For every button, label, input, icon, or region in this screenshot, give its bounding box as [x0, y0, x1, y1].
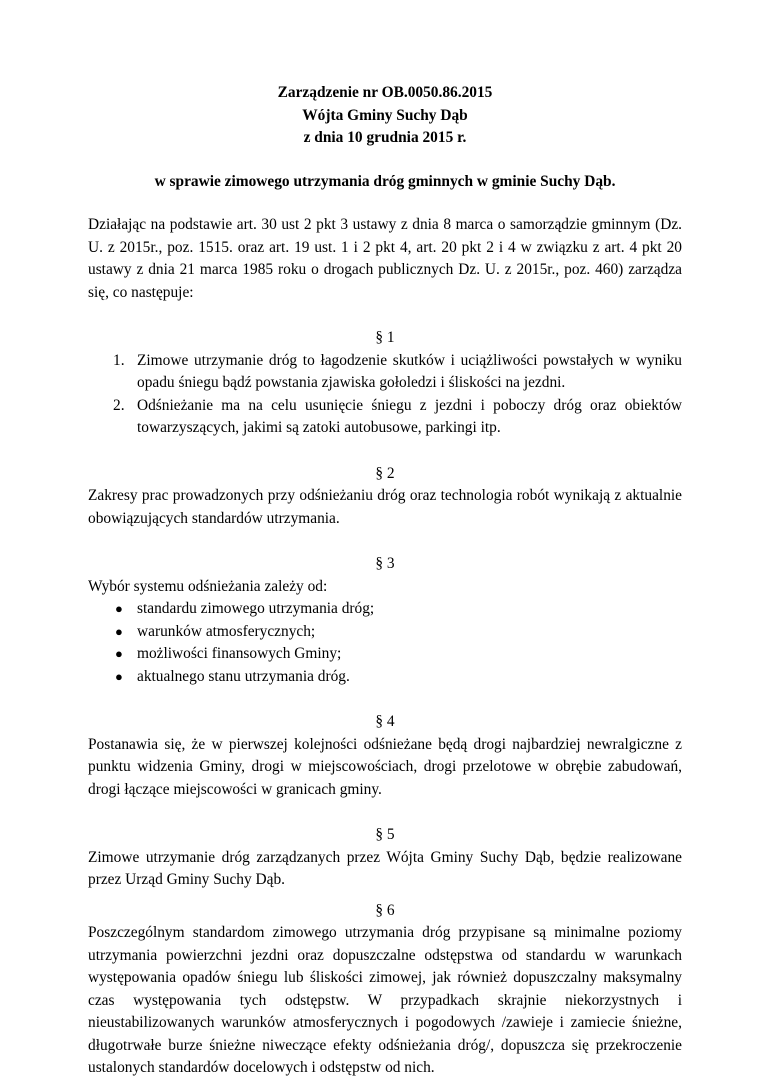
section-5-text: Zimowe utrzymanie dróg zarządzanych przez Wójta Gminy Suchy Dąb, będzie realizowane przez Urząd Gminy Suchy Dąb.	[88, 848, 682, 888]
list-item	[113, 350, 682, 395]
document-subject: w sprawie zimowego utrzymania dróg gminnych w gminie Suchy Dąb.	[154, 172, 616, 190]
legal-basis-paragraph: Działając na podstawie art. 30 ust 2 pkt 3 ustawy z dnia 8 marca o samorządzie gminnym (Dz. U. z 2015r., poz. 1515. oraz art. 19 ust. 1 i 2 pkt 4, art. 20 pkt 2 i 4 w związku z art. 4 pkt 20 ustawy z dnia 21 marca 1985 roku o drogach publicznych Dz. U. z 2015r., poz. 460) zarządza się, co następuje:	[88, 216, 682, 301]
section-3-lead: Wybór systemu odśnieżania zależy od:	[88, 577, 328, 595]
document-header	[88, 82, 682, 150]
list-item-text: możliwości finansowych Gminy;	[137, 645, 342, 662]
section-2-mark: § 2	[375, 464, 395, 482]
list-item-number: 1.	[113, 351, 125, 369]
list-item-text: warunków atmosferycznych;	[137, 622, 316, 640]
section-3-bullets	[88, 598, 682, 688]
section-6-text: Poszczególnym standardom zimowego utrzymania dróg przypisane są minimalne poziomy utrzymania powierzchni jezdni oraz dopuszczalne odstępstwa od standardu w warunkach występowania opadów śniegu lub śliskości zimowej, jak również dopuszczalny maksymalny czas występowania tych odstępstw. W przypadkach skrajnie niekorzystnych i nieustabilizowanych warunków atmosferycznych i pogodowych /zawieje i zamiecie śnieżne, długotrwałe burze śnieżne niweczące efekty odśnieżania dróg/, dopuszcza się przekroczenie ustalonych standardów docelowych i odstępstw od nich.	[88, 924, 682, 1076]
bullet-icon: ●	[115, 668, 123, 684]
issuer: Wójta Gminy Suchy Dąb	[302, 106, 468, 124]
list-item	[113, 395, 682, 440]
section-5-mark: § 5	[375, 826, 395, 843]
list-item	[115, 598, 682, 621]
section-1-mark: § 1	[375, 329, 395, 346]
section-3-mark: § 3	[375, 555, 395, 572]
bullet-icon: ●	[115, 646, 123, 661]
document-page	[88, 82, 682, 1080]
order-number: Zarządzenie nr OB.0050.86.2015	[277, 84, 493, 101]
list-item	[115, 621, 682, 644]
section-4-mark: § 4	[375, 713, 395, 730]
issue-date: z dnia 10 grudnia 2015 r.	[303, 129, 467, 146]
bullet-icon: ●	[115, 623, 123, 639]
list-item-text: aktualnego stanu utrzymania dróg.	[137, 667, 350, 685]
bullet-icon: ●	[115, 601, 123, 616]
list-item	[115, 666, 682, 689]
list-item	[115, 643, 682, 666]
section-6-mark: § 6	[375, 901, 395, 919]
section-1-list	[88, 350, 682, 440]
list-item-text: Zimowe utrzymanie dróg to łagodzenie skutków i uciążliwości powstałych w wyniku opadu śniegu bądź powstania zjawiska gołoledzi i śliskości na jezdni.	[137, 351, 682, 391]
section-2-text: Zakresy prac prowadzonych przy odśnieżaniu dróg oraz technologia robót wynikają z aktualnie obowiązujących standardów utrzymania.	[88, 487, 682, 527]
list-item-text: Odśnieżanie ma na celu usunięcie śniegu z jezdni i poboczy dróg oraz obiektów towarzyszących, jakimi są zatoki autobusowe, parkingi itp.	[137, 396, 682, 436]
section-4-text: Postanawia się, że w pierwszej kolejności odśnieżane będą drogi najbardziej newralgiczne z punktu widzenia Gminy, drogi w miejscowościach, drogi przelotowe w obrębie zabudowań, drogi łączące miejscowości w granicach gminy.	[88, 735, 682, 798]
list-item-number: 2.	[113, 396, 125, 414]
list-item-text: standardu zimowego utrzymania dróg;	[137, 600, 375, 617]
